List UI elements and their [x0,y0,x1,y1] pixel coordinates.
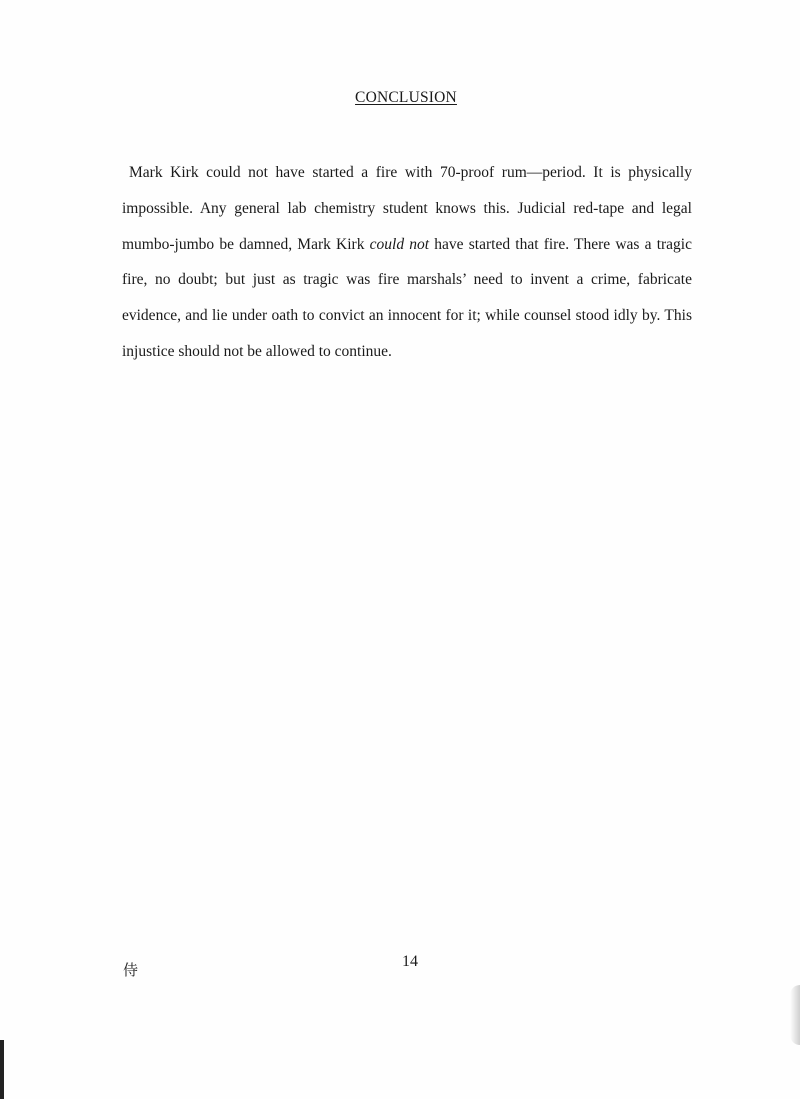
scan-edge-shadow [0,1040,4,1099]
corner-mark: 侍 [123,961,139,979]
page-number: 14 [402,953,418,970]
section-heading: CONCLUSION [355,89,457,106]
page-curl-shadow [790,985,800,1045]
conclusion-paragraph [122,155,692,370]
paragraph-text-end: have started that fire. There was a tragic fire, no doubt; but just as tragic was fire marshals’ need to invent a crime, fabricate evidence, and lie under oath to convict an innocent for it; while counsel stood idly by. This injustice should not be allowed to continue. [122,235,692,360]
paragraph-emphasis: could not [369,235,430,253]
paragraph-text-start: Mark Kirk could not have started a fire with 70-proof rum—period. It is physically impossible. Any general lab chemistry student knows this. Judicial red-tape and legal mumbo-jumbo be damned, Mark Kirk [122,164,692,253]
